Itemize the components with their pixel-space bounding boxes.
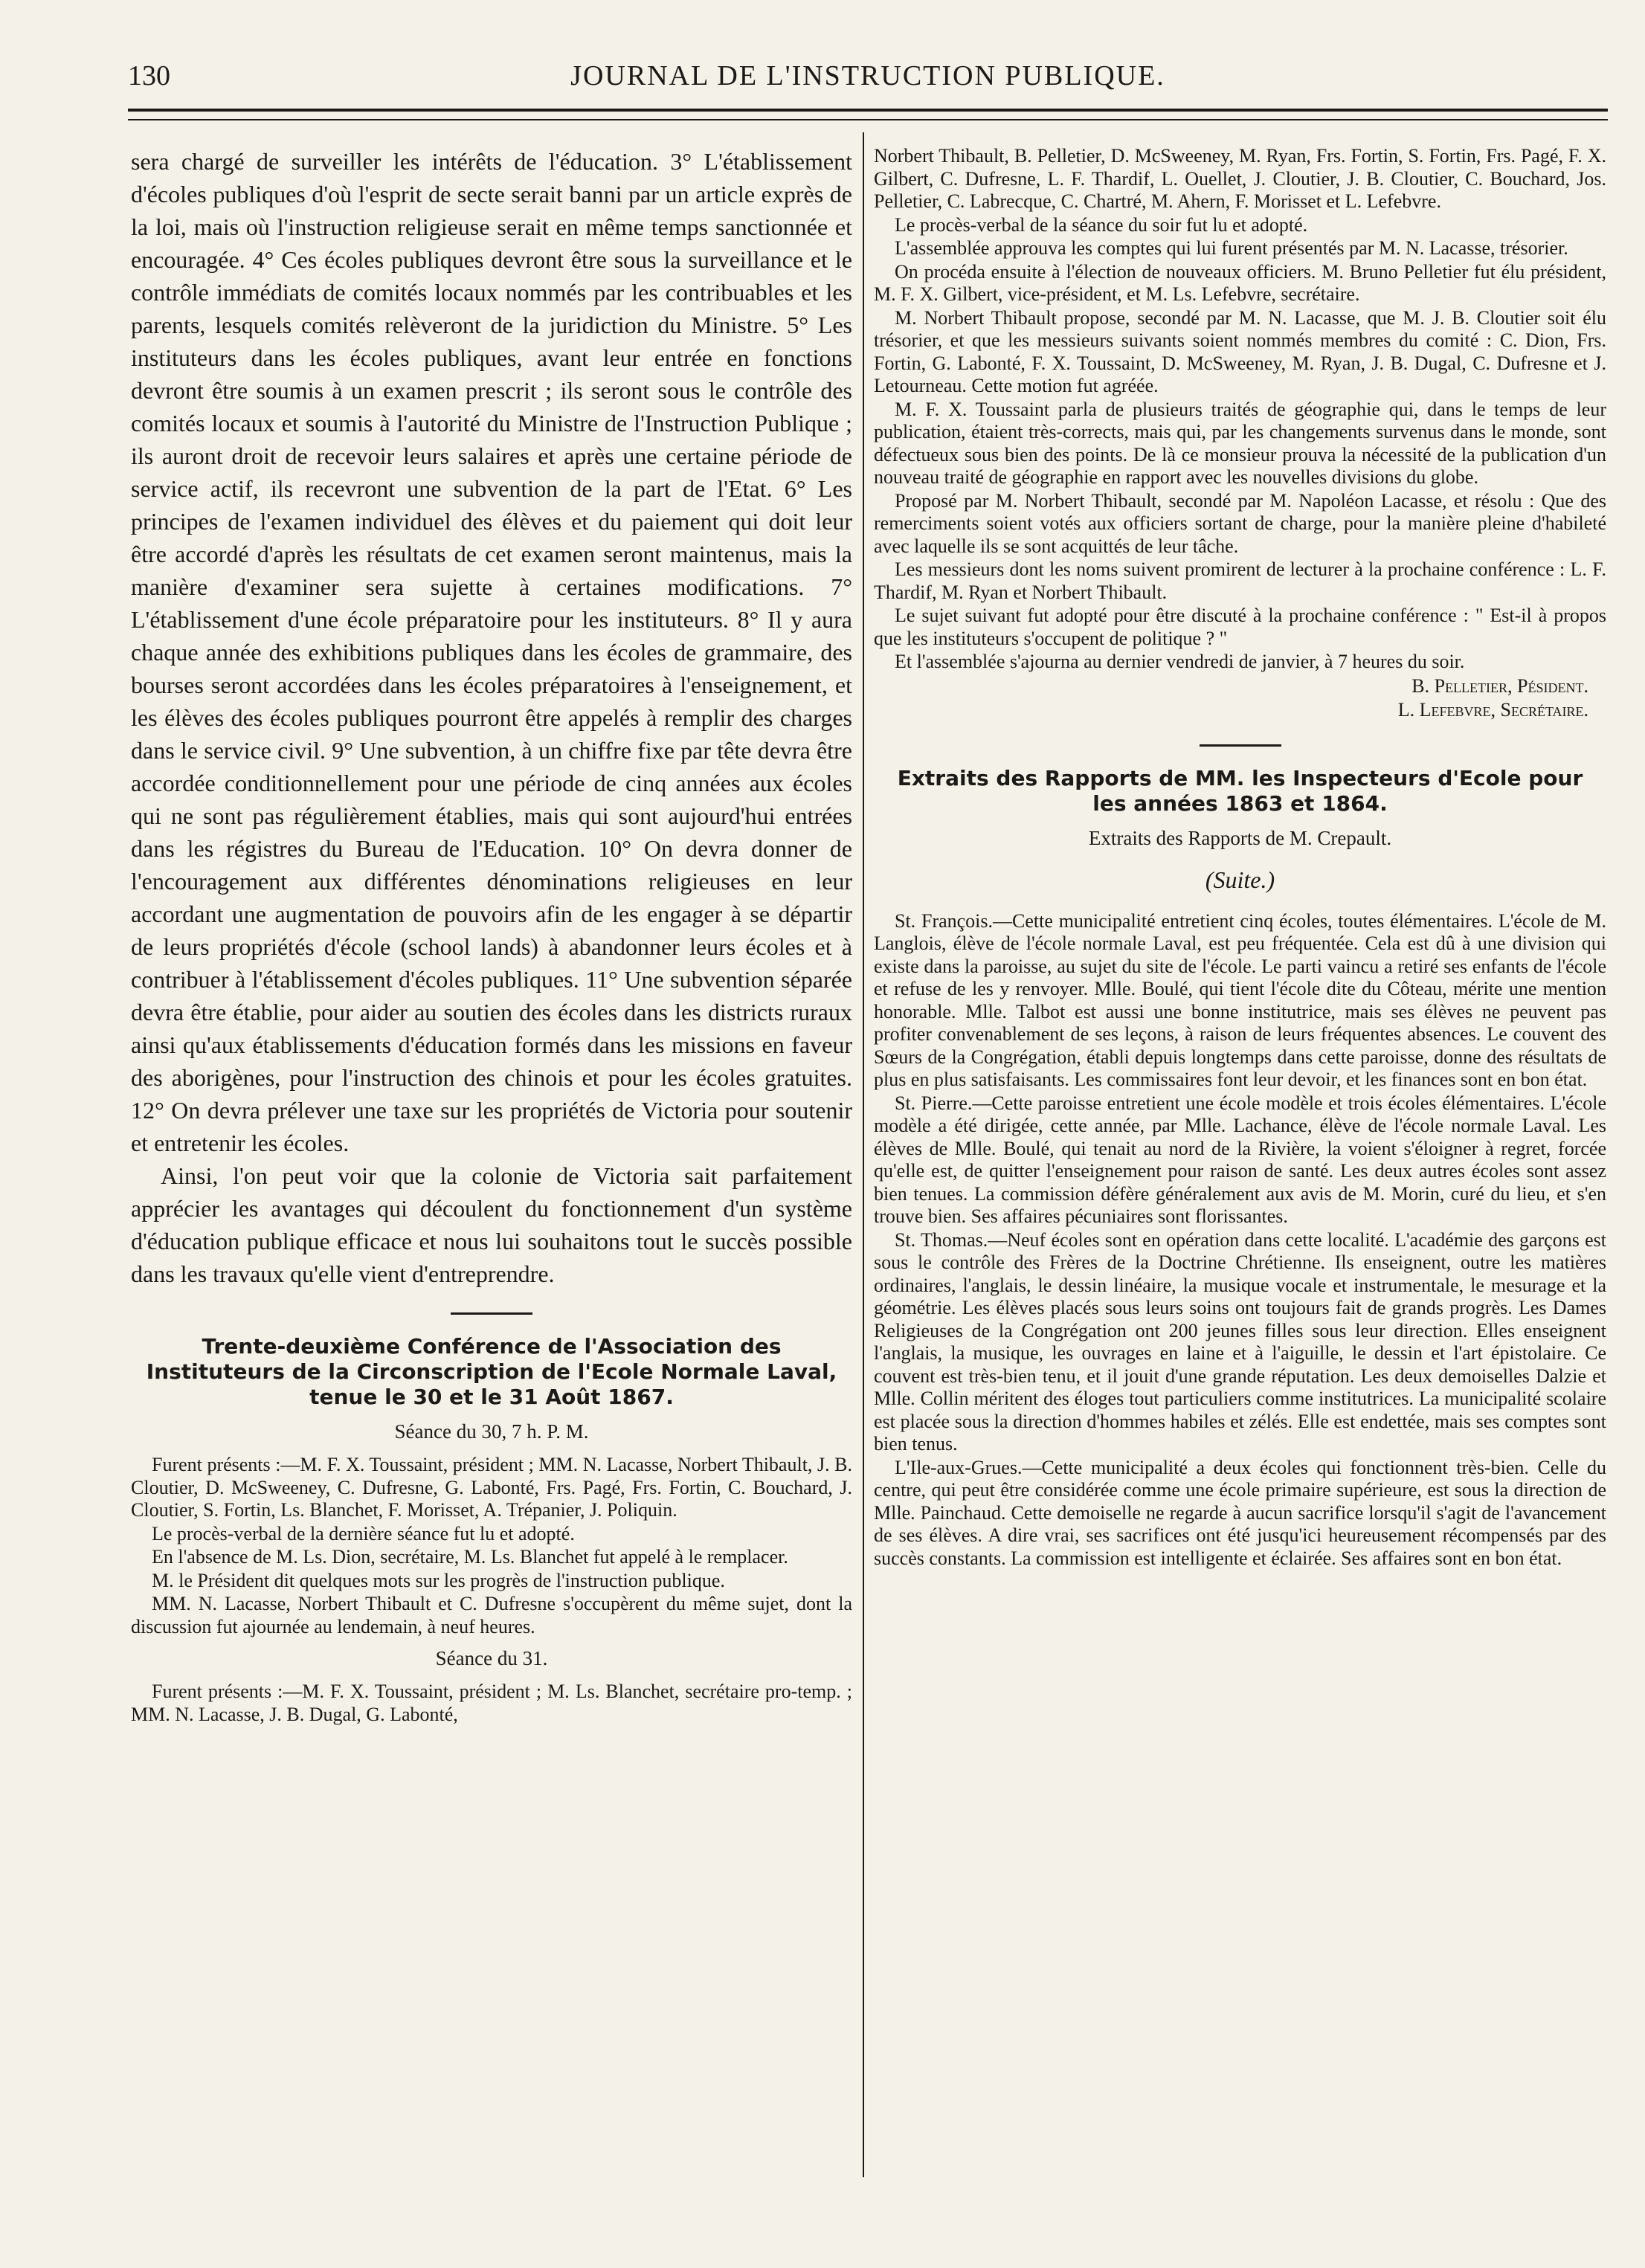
minutes-paragraph: Le procès-verbal de la séance du soir fut lu et adopté. [895,213,1308,236]
session-30-paragraph: Furent présents :—M. F. X. Toussaint, président ; MM. N. Lacasse, Norbert Thibault, J. B. Cloutier, D. McSweeney, C. Dufresne, G. Labonté, Frs. Pagé, Frs. Fortin, C. Bouchard, J. Cloutier, S. Fortin, Ls. Blanchet, F. Morisset, A. Trépanier, J. Poliquin. [131,1454,852,1521]
minutes-paragraph: On procéda ensuite à l'élection de nouveaux officiers. M. Bruno Pelletier fut élu président, M. F. X. Gilbert, vice-président, et M. Ls. Lefebvre, secrétaire. [874,260,1606,305]
column-divider [863,132,864,2177]
session-30-paragraph: Le procès-verbal de la dernière séance fut lu et adopté. [152,1522,575,1544]
attendee-list: Norbert Thibault, B. Pelletier, D. McSweeney, M. Ryan, Frs. Fortin, S. Fortin, Frs. Pagé, F. X. Gilbert, C. Dufresne, L. F. Thardif, L. Ouellet, J. Cloutier, J. B. Cloutier, C. Bouchard, Jos. Pelletier, C. Labrecque, C. Chartré, M. Ahern, F. Morisset et L. Lefebvre. [874,145,1606,212]
session-31-continuation [874,145,1606,674]
session-31-paragraph: Furent présents :—M. F. X. Toussaint, président ; M. Ls. Blanchet, secrétaire pro-temp. ; MM. N. Lacasse, J. B. Dugal, G. Labonté, [131,1681,852,1725]
minutes-paragraph: Le sujet suivant fut adopté pour être discuté à la prochaine conférence : " Est-il à propos que les instituteurs s'occupent de politique ? " [874,605,1606,649]
victoria-article [131,145,852,1290]
suite-label: (Suite.) [1205,866,1275,893]
session-31-title: Séance du 31. [435,1647,548,1669]
header-rule-bottom [128,119,1608,120]
report-st-thomas: St. Thomas.—Neuf écoles sont en opération dans cette localité. L'académie des garçons est sous le contrôle des Frères de la Doctrine Chrétienne. Ils enseignent, outre les matières ordinaires, l'anglais, le dessin linéaire, la musique vocale et instrumentale, le mesurage et la géométrie. Les élèves placés sous leurs soins ont toujours fait de grands progrès. Les Dames Religieuses de la Congrégation ont 200 jeunes filles sous leur direction. Elles enseignent l'anglais, la musique, les ouvrages en laine et à l'aiguille, le dessin et l'art épistolaire. Ce couvent est très-bien tenu, et il jouit d'une grande réputation. Les deux demoiselles Dalzie et Mlle. Collin méritent des éloges tout particuliers comme institutrices. La municipalité scolaire est placée sous la direction d'hommes habiles et zélés. Elle est endettée, mais ses comptes sont bien tenus. [874,1228,1606,1454]
session-30-paragraph: En l'absence de M. Ls. Dion, secrétaire, M. Ls. Blanchet fut appelé à le remplacer. [152,1546,788,1568]
right-column [874,145,1606,1570]
minutes-paragraph: M. Norbert Thibault propose, secondé par M. N. Lacasse, que M. J. B. Cloutier soit élu trésorier, et que les messieurs suivants soient nommés membres du comité : C. Dion, Frs. Fortin, G. Labonté, F. X. Toussaint, D. McSweeney, M. Ryan, J. B. Dugal, C. Dufresne et J. Letourneau. Cette motion fut agréée. [874,306,1606,396]
left-column [131,145,852,1727]
journal-title: JOURNAL DE L'INSTRUCTION PUBLIQUE. [570,60,1165,91]
report-ile-aux-grues: L'Ile-aux-Grues.—Cette municipalité a deux écoles qui fonctionnent très-bien. Celle du centre, qui peut être considérée comme une école primaire supérieure, est sous la direction de Mlle. Painchaud. Cette demoiselle ne regarde à aucun sacrifice lorsqu'il s'agit de l'avancement de ses élèves. A dire vrai, ses sacrifices ont été jusqu'ici heureusement récompensés par des succès constants. La commission est intelligente et éclairée. Ses affaires sont en bon état. [874,1456,1606,1569]
minutes-paragraph: M. F. X. Toussaint parla de plusieurs traités de géographie qui, dans le temps de leur publication, étaient très-corrects, mais qui, par les changements survenus dans le monde, sont défectueux sous bien des points. De là ce monsieur prouva la nécessité de la publication d'un nouveau traité de géographie en rapport avec les nouvelles divisions du globe. [874,398,1606,488]
session-30-paragraph: M. le Président dit quelques mots sur les progrès de l'instruction publique. [152,1569,725,1591]
session-30-paragraph: MM. N. Lacasse, Norbert Thibault et C. Dufresne s'occupèrent du même sujet, dont la discussion fut ajournée au lendemain, à neuf heures. [131,1593,852,1637]
page-header [128,59,1608,104]
minutes-paragraph: Et l'assemblée s'ajourna au dernier vendredi de janvier, à 7 heures du soir. [895,651,1465,672]
session-31-minutes [131,1681,852,1726]
signature-president: B. Pelletier, Pésident. [1411,674,1588,697]
signature-secretary: L. Lefebvre, Secrétaire. [1397,698,1588,721]
session-30-minutes [131,1454,852,1638]
report-st-pierre: St. Pierre.—Cette paroisse entretient une école modèle et trois écoles élémentaires. L'école modèle a été dirigée, cette année, par Mlle. Lachance, élève de l'école normale Laval. Les élèves de Mlle. Boulé, qui tenait au nord de la Rivière, la voient s'éloigner à regret, forcée qu'elle est, de quitter l'enseignement pour raison de santé. Les deux autres écoles sont assez bien tenues. La commission défère généralement aux avis de M. Morin, curé du lieu, et s'en trouve bien. Ses affaires pécuniaires sont florissantes. [874,1092,1606,1227]
minutes-paragraph: Les messieurs dont les noms suivent promirent de lecturer à la prochaine conférence : L. F. Thardif, M. Ryan et Norbert Thibault. [874,558,1606,603]
extracts-heading: Extraits des Rapports de MM. les Inspecteurs d'Ecole pour les années 1863 et 1864. [897,765,1583,816]
page-number: 130 [128,60,170,91]
header-rule-top [128,109,1608,112]
report-st-francois: St. François.—Cette municipalité entretient cinq écoles, toutes élémentaires. L'école de M. Langlois, élève de l'école normale Laval, est peu fréquentée. Cela est dû à une division qui existe dans la paroisse, au sujet du site de l'école. Le parti vaincu a retiré ses enfants de l'école et refuse de les y renvoyer. Mlle. Boulé, qui tient l'école dite du Côteau, mérite une mention honorable. Mlle. Talbot est aussi une bonne institutrice, mais ses élèves ne peuvent pas profiter convenablement de ses leçons, à raison de leurs fréquentes absences. Le couvent des Sœurs de la Congrégation, établi depuis longtemps dans cette paroisse, donne des résultats de plus en plus satisfaisants. Les commissaires font leur devoir, et les finances sont en bon état. [874,909,1606,1090]
minutes-paragraph: L'assemblée approuva les comptes qui lui furent présentés par M. N. Lacasse, trésorier. [895,237,1568,259]
victoria-article-conclusion: Ainsi, l'on peut voir que la colonie de Victoria sait parfaitement apprécier les avantages qui découlent du fonctionnement d'un système d'éducation publique efficace et nous lui souhaitons tout le succès possible dans les travaux qu'elle vient d'entreprendre. [131,1162,852,1287]
section-separator [1200,744,1281,747]
extracts-subheading: Extraits des Rapports de M. Crepault. [1088,826,1392,849]
session-30-title: Séance du 30, 7 h. P. M. [394,1420,589,1443]
victoria-article-continuation: sera chargé de surveiller les intérêts de l'éducation. 3° L'établissement d'écoles publiques d'où l'esprit de secte serait banni par un article exprès de la loi, mais où l'instruction religieuse serait en même temps sanctionnée et encouragée. 4° Ces écoles publiques devront être sous la surveillance et le contrôle immédiats de comités locaux nommés par les contribuables et les parents, lesquels comités relèveront de la juridiction du Ministre. 5° Les instituteurs dans les écoles publiques, avant leur entrée en fonctions devront être soumis à un examen prescrit ; ils seront sous le contrôle des comités locaux et soumis à l'autorité du Ministre de l'Instruction Publique ; ils auront droit de recevoir leurs salaires et après une certaine période de service actif, ils recevront une subvention de la part de l'Etat. 6° Les principes de l'examen individuel des élèves et du paiement qui doit leur être accordé d'après les résultats de cet examen seront maintenus, mais la manière d'examiner sera sujette à certaines modifications. 7° L'établissement d'une école préparatoire pour les instituteurs. 8° Il y aura chaque année des exhibitions publiques dans les écoles de grammaire, des bourses seront accordées dans les écoles préparatoires à l'enseignement, et les élèves des écoles publiques pourront être appelés à remplir des charges dans le service civil. 9° Une subvention, à un chiffre fixe par tête devra être accordée conditionnellement pour une période de cinq années aux écoles qui ne sont pas régulièrement établies, mais qui sont aujourd'hui entrées dans les régistres du Bureau de l'Education. 10° On devra donner de l'encouragement aux différentes dénominations religieuses en leur accordant une augmentation de pouvoirs afin de les engager à se départir de leurs propriétés d'école (school lands) à abandonner leurs écoles et à contribuer à l'établissement d'écoles publiques. 11° Une subvention séparée devra être établie, pour aider au soutien des écoles dans les districts ruraux ainsi qu'aux établissements d'éducation formés dans les missions en faveur des aborigènes, pour l'instruction des chinois et pour les écoles gratuites. 12° On devra prélever une taxe sur les propriétés de Victoria pour soutenir et entretenir les écoles. [131,148,852,1156]
conference-heading: Trente-deuxième Conférence de l'Association des Instituteurs de la Circonscription de l'Ecole Normale Laval, tenue le 30 et le 31 Août 1867. [146,1334,837,1409]
section-separator [451,1312,532,1315]
minutes-paragraph: Proposé par M. Norbert Thibault, secondé par M. Napoléon Lacasse, et résolu : Que des remerciments soient votés aux officiers sortant de charge, pour la manière pleine d'habileté avec laquelle ils se sont acquittés de leur tâche. [874,489,1606,557]
extracts-body [874,910,1606,1570]
